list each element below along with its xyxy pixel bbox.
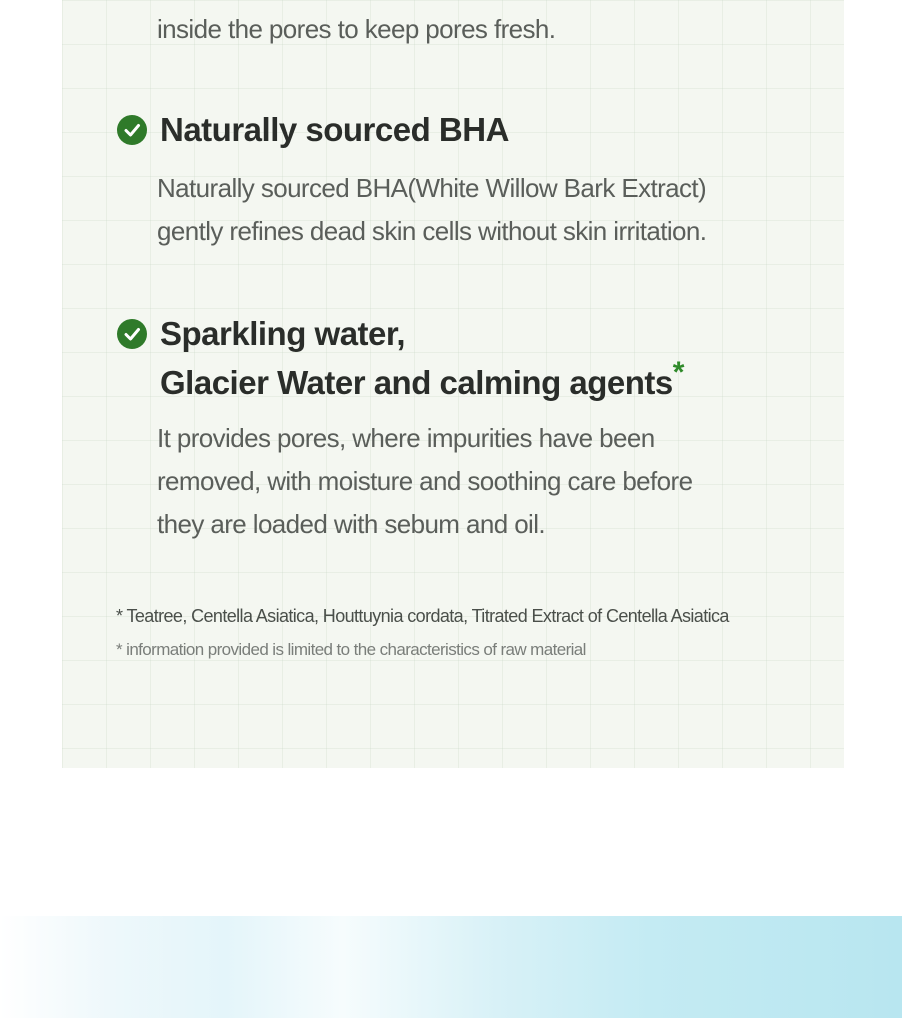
- feature-title-glacier: [160, 358, 684, 408]
- footnote-ingredients: * Teatree, Centella Asiatica, Houttuynia cordata, Titrated Extract of Centella Asiatica: [116, 606, 729, 626]
- feature-title-bha: Naturally sourced BHA: [160, 111, 509, 148]
- footnote-marker: *: [672, 356, 684, 389]
- check-circle-icon: [117, 115, 147, 145]
- feature-description-line: they are loaded with sebum and oil.: [157, 509, 546, 539]
- feature-title-sparkling: Sparkling water,: [160, 315, 406, 352]
- footnote-disclaimer: * information provided is limited to the characteristics of raw material: [116, 640, 586, 659]
- feature-title-glacier-text: Glacier Water and calming agents: [160, 364, 673, 401]
- feature-description-line: Naturally sourced BHA(White Willow Bark Extract): [157, 173, 707, 203]
- intro-text: inside the pores to keep pores fresh.: [157, 14, 556, 44]
- feature-description-line: gently refines dead skin cells without skin irritation.: [157, 216, 707, 246]
- check-circle-icon: [117, 319, 147, 349]
- next-section-gradient: [0, 916, 902, 1018]
- feature-description-line: removed, with moisture and soothing care before: [157, 466, 693, 496]
- feature-description-line: It provides pores, where impurities have been: [157, 423, 655, 453]
